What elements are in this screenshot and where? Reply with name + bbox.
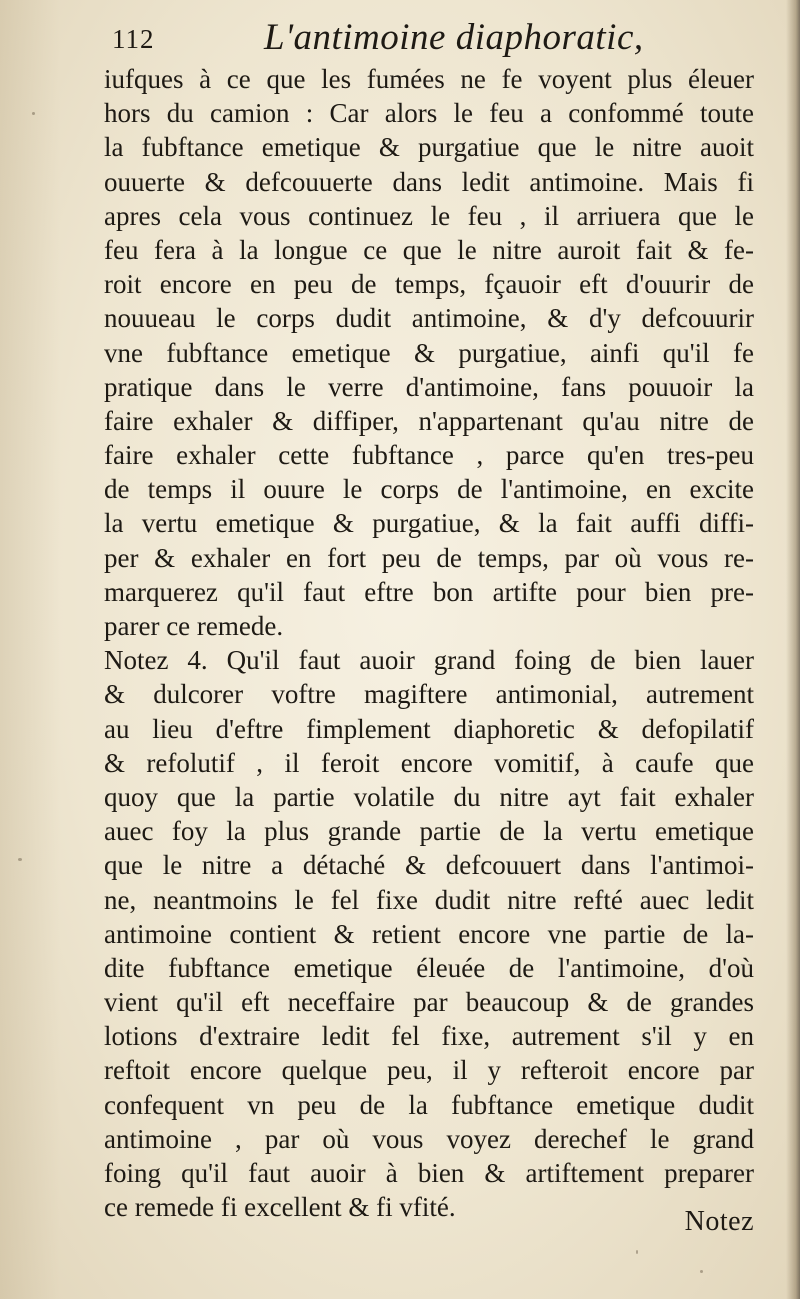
text-line: vne fubftance emetique & purgatiue, ainfi qu'il fe (104, 337, 754, 368)
text-line: au lieu d'eftre fimplement diaphoretic & defopilatif (104, 713, 754, 744)
text-line: iufques à ce que les fumées ne fe voyent plus éleuer (104, 64, 754, 94)
text-line: feu fera à la longue ce que le nitre auroit fait & fe- (104, 234, 754, 265)
ink-speck (18, 858, 22, 861)
text-line: antimoine contient & retient encore vne partie de la- (104, 918, 754, 949)
text-line: & refolutif , il feroit encore vomitif, à caufe que (104, 747, 754, 778)
text-line: confequent vn peu de la fubftance emetique dudit (104, 1089, 754, 1120)
page-header (104, 14, 764, 62)
text-line: quoy que la partie volatile du nitre ayt fait exhaler (104, 781, 754, 812)
text-line: ouuerte & defcouuerte dans ledit antimoine. Mais fi (104, 166, 754, 197)
running-title: L'antimoine diaphoratic, (264, 17, 644, 58)
text-line: marquerez qu'il faut eftre bon artifte pour bien pre- (104, 576, 754, 607)
text-line: per & exhaler en fort peu de temps, par où vous re- (104, 542, 754, 573)
text-line: faire exhaler cette fubftance , parce qu'en tres-peu (104, 440, 754, 471)
ink-speck (636, 1250, 638, 1254)
text-line: ne, neantmoins le fel fixe dudit nitre refté auec ledit (104, 884, 754, 915)
text-line: foing qu'il faut auoir à bien & artiftement preparer (104, 1158, 754, 1188)
text-line: faire exhaler & diffiper, n'appartenant qu'au nitre de (104, 405, 754, 436)
text-line: de temps il ouure le corps de l'antimoine, en excite (104, 474, 754, 505)
text-line: ce remede fi excellent & fi vfité. (104, 1192, 456, 1223)
ink-speck (700, 1270, 703, 1273)
text-line: que le nitre a détaché & defcouuert dans l'antimoi- (104, 850, 754, 881)
text-line: vient qu'il eft neceffaire par beaucoup & de grandes (104, 987, 754, 1018)
text-line: antimoine , par où vous voyez derechef le grand (104, 1123, 754, 1154)
catchword: Notez (684, 1206, 754, 1237)
text-line: & dulcorer voftre magiftere antimonial, autrement (104, 679, 754, 710)
text-line: parer ce remede. (104, 611, 284, 641)
text-line: Notez 4. Qu'il faut auoir grand foing de bien lauer (104, 645, 754, 676)
text-line: hors du camion : Car alors le feu a confommé toute (104, 98, 754, 129)
text-line: lotions d'extraire ledit fel fixe, autrement s'il y en (104, 1021, 754, 1052)
text-line: auec foy la plus grande partie de la vertu emetique (104, 816, 754, 847)
text-line: la fubftance emetique & purgatiue que le nitre auoit (104, 132, 754, 163)
page-number: 112 (112, 24, 155, 54)
text-line: roit encore en peu de temps, fçauoir eft d'ouurir de (104, 269, 754, 300)
page-stain (0, 0, 60, 1299)
text-line: dite fubftance emetique éleuée de l'antimoine, d'où (104, 952, 754, 983)
text-line: reftoit encore quelque peu, il y refteroit encore par (104, 1055, 754, 1086)
page-edge-shadow (786, 0, 800, 1299)
text-line: la vertu emetique & purgatiue, & la fait auffi diffi- (104, 508, 754, 539)
text-line: nouueau le corps dudit antimoine, & d'y defcouurir (104, 303, 754, 334)
text-line: pratique dans le verre d'antimoine, fans pouuoir la (104, 371, 754, 402)
body-text (104, 62, 754, 1224)
ink-speck (32, 112, 35, 115)
text-line: apres cela vous continuez le feu , il arriuera que le (104, 200, 754, 231)
